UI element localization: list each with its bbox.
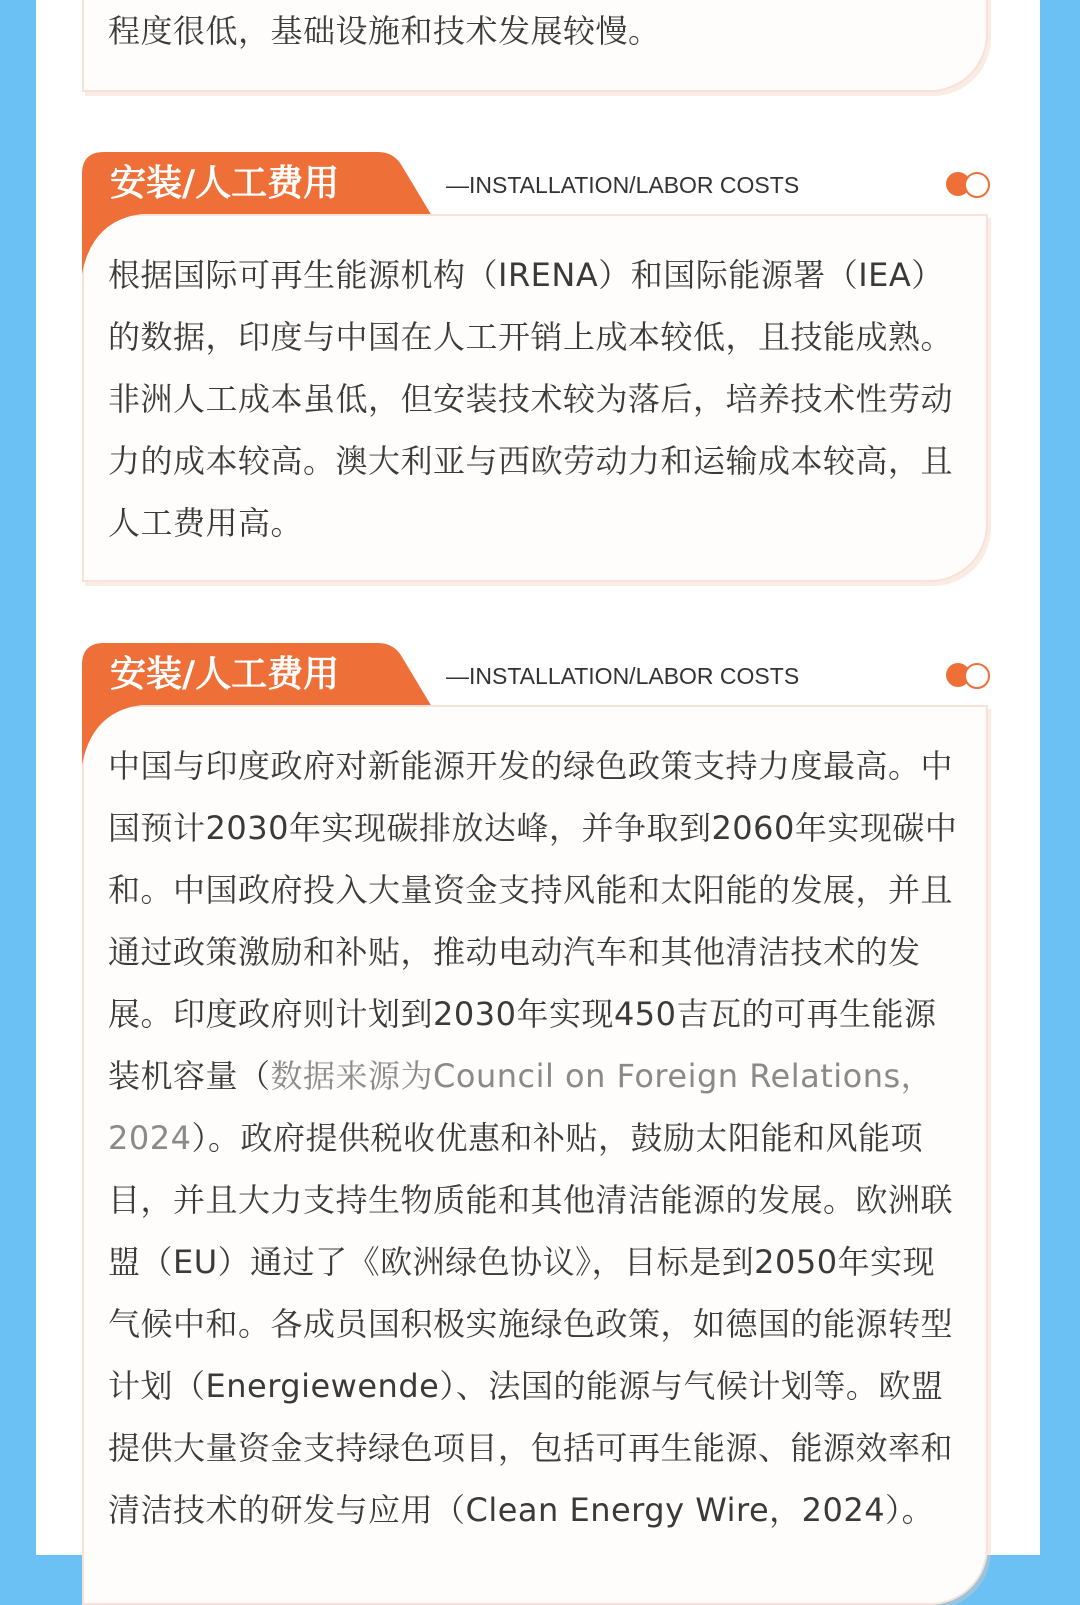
policy-paragraph <box>108 735 962 1541</box>
previous-card-text: 程度很低，基础设施和技术发展较慢。 <box>108 12 661 50</box>
labor-text-card <box>82 214 988 582</box>
section-subtitle: —INSTALLATION/LABOR COSTS <box>446 663 800 689</box>
toggle-dots-icon <box>946 172 990 196</box>
source-note: 数据来源为Council on Foreign Relations，2024 <box>108 1057 934 1157</box>
section-tab-labor <box>82 152 432 216</box>
section-tab-policy <box>82 643 432 707</box>
section-subtitle: —INSTALLATION/LABOR COSTS <box>446 172 800 198</box>
section-title: 安装/人工费用 <box>110 163 340 204</box>
section-title: 安装/人工费用 <box>110 654 340 695</box>
page-content <box>36 0 1040 1555</box>
toggle-dots-icon <box>946 663 990 687</box>
labor-paragraph: 根据国际可再生能源机构（IRENA）和国际能源署（IEA）的数据，印度与中国在人工开销上成本较低，且技能成熟。非洲人工成本虽低，但安装技术较为落后，培养技术性劳动力的成本较高。澳大利亚与西欧劳动力和运输成本较高，且人工费用高。 <box>108 256 954 542</box>
previous-text-card <box>82 0 988 92</box>
policy-text-part2: ）。政府提供税收优惠和补贴，鼓励太阳能和风能项目，并且大力支持生物质能和其他清洁能源的发展。欧洲联盟（EU）通过了《欧洲绿色协议》，目标是到2050年实现气候中和。各成员国积极实施绿色政策，如德国的能源转型计划（Energiewende）、法国的能源与气候计划等。欧盟提供大量资金支持绿色项目，包括可再生能源、能源效率和清洁技术的研发与应用（Clean Energy Wire，2024）。 <box>108 1119 954 1529</box>
policy-text-part1: 中国与印度政府对新能源开发的绿色政策支持力度最高。中国预计2030年实现碳排放达峰，并争取到2060年实现碳中和。中国政府投入大量资金支持风能和太阳能的发展，并且通过政策激励和补贴，推动电动汽车和其他清洁技术的发展。印度政府则计划到2030年实现450吉瓦的可再生能源装机容量（ <box>108 747 958 1095</box>
policy-text-card <box>82 705 988 1605</box>
